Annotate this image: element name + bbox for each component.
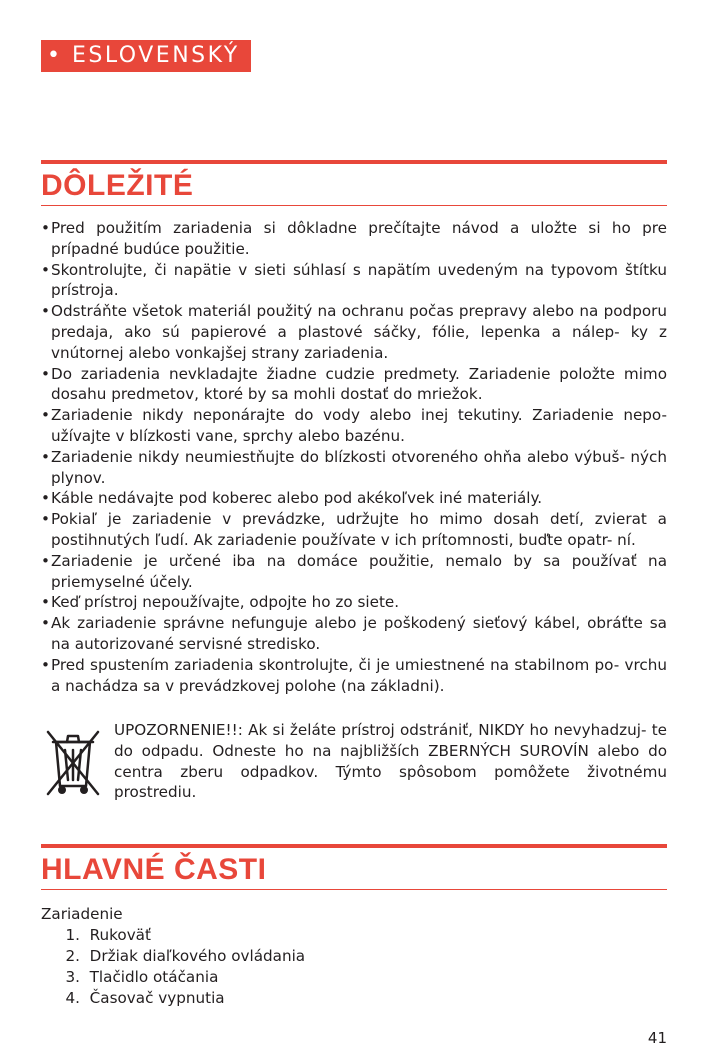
parts-item-number: 1. [65, 926, 80, 944]
parts-item-label: Držiak diaľkového ovládania [89, 947, 306, 965]
parts-item-label: Rukoväť [89, 926, 151, 944]
bullet-item: • Pokiaľ je zariadenie v prevádzke, udržujte ho mimo dosah detí, zvierat a postihnutých ľudí. Ak zariadenie používate v ich prítomnosti, buďte opatr- ní. [41, 509, 667, 551]
main-parts-list [41, 904, 667, 1009]
bullet-item: • Do zariadenia nevkladajte žiadne cudzie predmety. Zariadenie položte mimo dosahu predmetov, ktoré by sa mohli dostať do mriežok. [41, 364, 667, 406]
bullet-item: • Zariadenie nikdy neponárajte do vody alebo inej tekutiny. Zariadenie nepo- užívajte v blízkosti vane, sprchy alebo bazénu. [41, 405, 667, 447]
parts-item-label: Tlačidlo otáčania [89, 968, 219, 986]
section-title-main-parts: HLAVNÉ ČASTI [41, 844, 667, 890]
bullet-item: • Skontrolujte, či napätie v sieti súhlasí s napätím uvedeným na typovom štítku prístroja. [41, 260, 667, 302]
bullet-item: • Zariadenie je určené iba na domáce použitie, nemalo by sa používať na priemyselné účely. [41, 551, 667, 593]
bullet-item: • Ak zariadenie správne nefunguje alebo je poškodený sieťový kábel, obráťte sa na autorizované servisné stredisko. [41, 613, 667, 655]
disposal-warning [41, 720, 667, 810]
parts-item [41, 967, 667, 988]
parts-item-number: 3. [65, 968, 80, 986]
page-number: 41 [647, 1029, 667, 1047]
bullet-item: • Pred spustením zariadenia skontrolujte, či je umiestnené na stabilnom po- vrchu a nachádza sa v prevádzkovej polohe (na základni). [41, 655, 667, 697]
important-bullet-list [41, 218, 667, 696]
crossed-out-wheelie-bin-icon [44, 728, 102, 800]
parts-item-number: 2. [65, 947, 80, 965]
parts-item [41, 925, 667, 946]
language-tab: • ESLOVENSKÝ [41, 40, 251, 72]
warning-text: UPOZORNENIE!!: Ak si želáte prístroj odstrániť, NIKDY ho nevyhadzuj- te do odpadu. Odneste ho na najbližších ZBERNÝCH SUROVÍN alebo do centra zberu odpadkov. Týmto spôsobom pomôžete životnému prostrediu. [114, 721, 667, 802]
section-title-important: DÔLEŽITÉ [41, 160, 667, 206]
bullet-item: • Keď prístroj nepoužívajte, odpojte ho zo siete. [41, 592, 667, 613]
bullet-item: • Odstráňte všetok materiál použitý na ochranu počas prepravy alebo na podporu predaja, ako sú papierové a plastové sáčky, fólie, lepenka a nálep- ky z vnútornej alebo vonkajšej strany zariadenia. [41, 301, 667, 363]
bullet-item: • Pred použitím zariadenia si dôkladne prečítajte návod a uložte si ho pre prípadné budúce použitie. [41, 218, 667, 260]
bullet-item: • Zariadenie nikdy neumiestňujte do blízkosti otvoreného ohňa alebo výbuš- ných plynov. [41, 447, 667, 489]
parts-item-label: Časovač vypnutia [89, 989, 225, 1007]
parts-item-number: 4. [65, 989, 80, 1007]
parts-item [41, 946, 667, 967]
parts-item [41, 988, 667, 1009]
parts-intro: Zariadenie [41, 905, 123, 923]
bullet-item: • Káble nedávajte pod koberec alebo pod akékoľvek iné materiály. [41, 488, 667, 509]
